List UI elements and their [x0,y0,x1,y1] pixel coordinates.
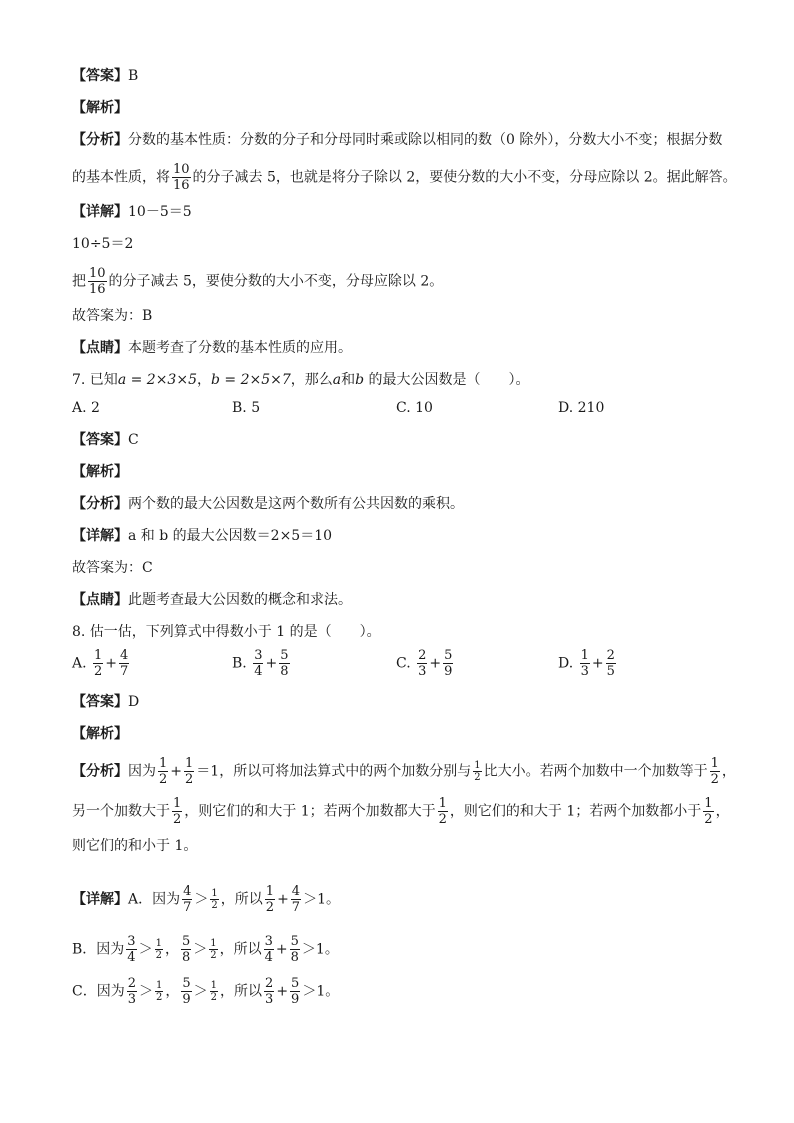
q7-option-c: C. 10 [396,400,433,416]
q6-final: 故答案为：B [72,308,153,324]
q6-detail2: 10÷5＝2 [72,236,134,252]
q8-option-a: A. $\frac{1}{2}$ + $\frac{4}{7}$ [72,648,129,679]
q8-fenxi-line3: 则它们的和小于 1。 [72,838,198,854]
q8-answer: 【答案】D [72,694,140,710]
q8-option-c: C. $\frac{2}{3}$ + $\frac{5}{9}$ [396,648,453,679]
q8-detail-c: C．因为 $\frac{2}{3}$ ＞ $\frac{1}{2}$ ， $\frac{5}{9}$ ＞ $\frac{1}{2}$ ，所以 $\frac{2}{3}$ + $\frac{5}{9}$ ＞1。 [72,976,340,1007]
q7-option-d: D. 210 [558,400,605,416]
q6-fenxi-line2: 的基本性质，将 $\frac{10}{16}$ 的分子减去 5，也就是将分子除以 2，要使分数的大小不变，分母应除以 2。据此解答。 [72,162,737,193]
q8-option-d: D. $\frac{1}{3}$ + $\frac{2}{5}$ [558,648,615,679]
q6-detail1: 【详解】10－5＝5 [72,204,192,220]
q6-fenxi-line1: 【分析】分数的基本性质：分数的分子和分母同时乘或除以相同的数（0 除外），分数大小不变；根据分数 [72,132,723,148]
q8-fenxi-line1: 【分析】因为 $\frac{1}{2}$ + $\frac{1}{2}$ ＝1，所以可将加法算式中的两个加数分别与 $\frac{1}{2}$ 比大小。若两个加数中一个加数等于 $\frac{1}{2}$ ， [72,756,736,787]
fraction: $\frac{10}{16}$ [173,162,190,193]
q7-point: 【点睛】此题考查最大公因数的概念和求法。 [72,592,352,608]
q7-final: 故答案为：C [72,560,153,576]
q8-option-b: B. $\frac{3}{4}$ + $\frac{5}{8}$ [232,648,289,679]
q7-answer: 【答案】C [72,432,139,448]
fraction: $\frac{10}{16}$ [89,266,106,297]
q6-analysis-heading: 【解析】 [72,100,128,116]
q7-option-a: A. 2 [72,400,100,416]
q6-answer: 【答案】B [72,68,139,84]
q8-stem: 8. 估一估，下列算式中得数小于 1 的是（ ）。 [72,624,381,640]
q8-fenxi-line2: 另一个加数大于 $\frac{1}{2}$ ，则它们的和大于 1；若两个加数都大于 $\frac{1}{2}$ ，则它们的和大于 1；若两个加数都小于 $\frac{1}{2}$ ， [72,796,730,827]
q7-detail: 【详解】a 和 b 的最大公因数＝2×5＝10 [72,528,333,544]
q8-detail-b: B．因为 $\frac{3}{4}$ ＞ $\frac{1}{2}$ ， $\frac{5}{8}$ ＞ $\frac{1}{2}$ ，所以 $\frac{3}{4}$ + $\frac{5}{8}$ ＞1。 [72,934,339,965]
q7-option-b: B. 5 [232,400,261,416]
q8-analysis-heading: 【解析】 [72,726,128,742]
q6-point: 【点睛】本题考查了分数的基本性质的应用。 [72,340,352,356]
q8-detail-a: 【详解】A．因为 $\frac{4}{7}$ ＞ $\frac{1}{2}$ ，所以 $\frac{1}{2}$ + $\frac{4}{7}$ ＞1。 [72,884,340,915]
q7-fenxi: 【分析】两个数的最大公因数是这两个数所有公共因数的乘积。 [72,496,464,512]
q6-detail3: 把 $\frac{10}{16}$ 的分子减去 5，要使分数的大小不变，分母应除以 2。 [72,266,444,297]
q7-stem: 7. 已知a = 2×3×5，b = 2×5×7，那么a和b 的最大公因数是（ ）。 [72,372,530,388]
q7-analysis-heading: 【解析】 [72,464,128,480]
